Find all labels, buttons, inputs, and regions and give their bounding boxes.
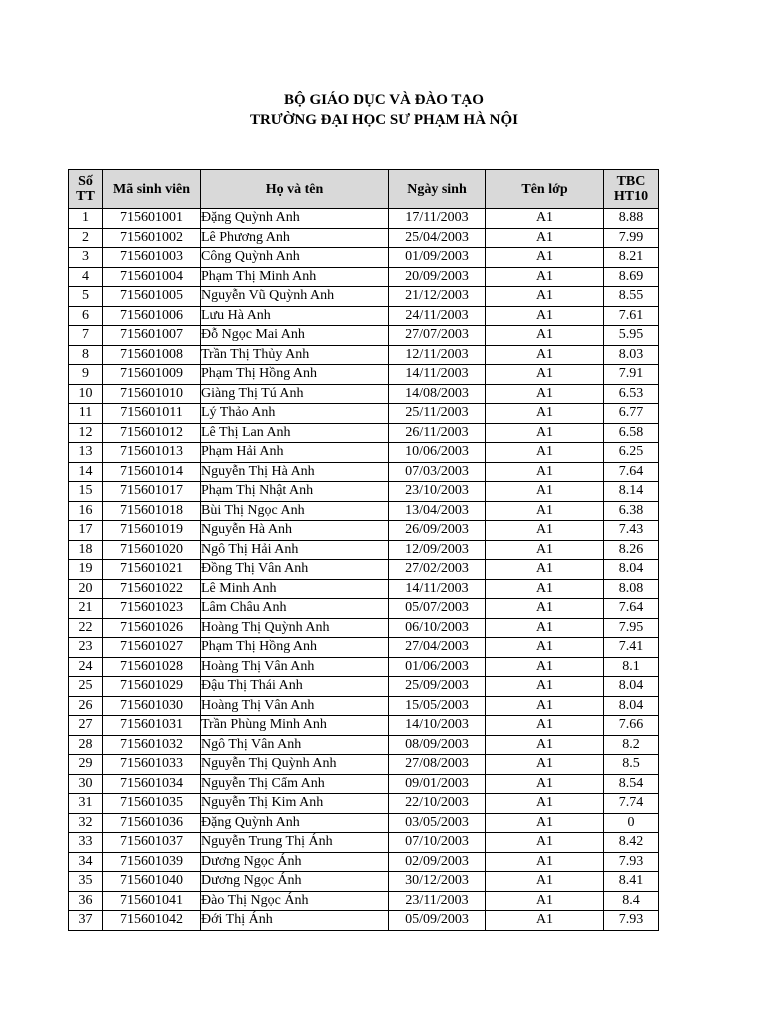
- cell-class: A1: [486, 677, 604, 697]
- table-row: [69, 267, 659, 287]
- cell-dob: 01/09/2003: [389, 248, 486, 268]
- table-row: [69, 326, 659, 346]
- cell-full-name: Phạm Thị Hồng Anh: [201, 638, 389, 658]
- cell-full-name: Hoàng Thị Vân Anh: [201, 696, 389, 716]
- cell-class: A1: [486, 365, 604, 385]
- table-row: [69, 755, 659, 775]
- table-row: [69, 872, 659, 892]
- cell-dob: 23/10/2003: [389, 482, 486, 502]
- cell-stt: 8: [69, 345, 103, 365]
- cell-score: 7.66: [604, 716, 659, 736]
- cell-dob: 07/10/2003: [389, 833, 486, 853]
- cell-class: A1: [486, 696, 604, 716]
- cell-full-name: Dương Ngọc Ánh: [201, 852, 389, 872]
- column-header-full-name: Họ và tên: [201, 170, 389, 209]
- table-row: [69, 365, 659, 385]
- cell-dob: 09/01/2003: [389, 774, 486, 794]
- cell-stt: 5: [69, 287, 103, 307]
- cell-full-name: Đặng Quỳnh Anh: [201, 813, 389, 833]
- document-heading: [0, 90, 768, 130]
- cell-dob: 20/09/2003: [389, 267, 486, 287]
- cell-stt: 31: [69, 794, 103, 814]
- cell-stt: 26: [69, 696, 103, 716]
- cell-dob: 27/04/2003: [389, 638, 486, 658]
- cell-dob: 08/09/2003: [389, 735, 486, 755]
- cell-full-name: Lê Thị Lan Anh: [201, 423, 389, 443]
- cell-dob: 14/08/2003: [389, 384, 486, 404]
- cell-student-id: 715601041: [103, 891, 201, 911]
- cell-score: 8.2: [604, 735, 659, 755]
- cell-full-name: Trần Phùng Minh Anh: [201, 716, 389, 736]
- university-title: TRƯỜNG ĐẠI HỌC SƯ PHẠM HÀ NỘI: [249, 112, 519, 128]
- cell-stt: 29: [69, 755, 103, 775]
- table-row: [69, 657, 659, 677]
- table-row: [69, 599, 659, 619]
- cell-student-id: 715601030: [103, 696, 201, 716]
- cell-student-id: 715601023: [103, 599, 201, 619]
- cell-score: 8.5: [604, 755, 659, 775]
- ministry-title: BỘ GIÁO DỤC VÀ ĐÀO TẠO: [284, 92, 484, 108]
- cell-student-id: 715601022: [103, 579, 201, 599]
- column-header-stt: Số TT: [69, 170, 103, 209]
- cell-stt: 17: [69, 521, 103, 541]
- cell-dob: 27/07/2003: [389, 326, 486, 346]
- cell-class: A1: [486, 228, 604, 248]
- table-row: [69, 228, 659, 248]
- cell-score: 7.93: [604, 911, 659, 931]
- cell-score: 8.41: [604, 872, 659, 892]
- cell-class: A1: [486, 657, 604, 677]
- cell-class: A1: [486, 774, 604, 794]
- table-row: [69, 911, 659, 931]
- cell-score: 7.61: [604, 306, 659, 326]
- cell-student-id: 715601004: [103, 267, 201, 287]
- cell-class: A1: [486, 599, 604, 619]
- table-row: [69, 891, 659, 911]
- cell-dob: 25/09/2003: [389, 677, 486, 697]
- cell-student-id: 715601028: [103, 657, 201, 677]
- cell-stt: 20: [69, 579, 103, 599]
- table-row: [69, 443, 659, 463]
- cell-student-id: 715601018: [103, 501, 201, 521]
- cell-full-name: Dương Ngọc Ánh: [201, 872, 389, 892]
- cell-student-id: 715601003: [103, 248, 201, 268]
- cell-score: 8.42: [604, 833, 659, 853]
- cell-score: 8.04: [604, 696, 659, 716]
- cell-class: A1: [486, 287, 604, 307]
- cell-full-name: Phạm Hải Anh: [201, 443, 389, 463]
- cell-score: 7.74: [604, 794, 659, 814]
- cell-class: A1: [486, 872, 604, 892]
- cell-score: 6.53: [604, 384, 659, 404]
- cell-full-name: Đồng Thị Vân Anh: [201, 560, 389, 580]
- cell-score: 7.93: [604, 852, 659, 872]
- cell-class: A1: [486, 267, 604, 287]
- cell-stt: 13: [69, 443, 103, 463]
- cell-score: 7.41: [604, 638, 659, 658]
- cell-stt: 10: [69, 384, 103, 404]
- cell-class: A1: [486, 482, 604, 502]
- cell-dob: 05/09/2003: [389, 911, 486, 931]
- cell-dob: 12/11/2003: [389, 345, 486, 365]
- cell-class: A1: [486, 794, 604, 814]
- cell-student-id: 715601032: [103, 735, 201, 755]
- table-row: [69, 618, 659, 638]
- cell-class: A1: [486, 384, 604, 404]
- student-roster-table: [68, 169, 659, 931]
- cell-student-id: 715601013: [103, 443, 201, 463]
- cell-dob: 12/09/2003: [389, 540, 486, 560]
- cell-full-name: Đặng Quỳnh Anh: [201, 209, 389, 229]
- cell-stt: 30: [69, 774, 103, 794]
- cell-student-id: 715601033: [103, 755, 201, 775]
- table-row: [69, 813, 659, 833]
- table-row: [69, 852, 659, 872]
- cell-class: A1: [486, 209, 604, 229]
- table-row: [69, 560, 659, 580]
- cell-full-name: Lâm Châu Anh: [201, 599, 389, 619]
- table-row: [69, 579, 659, 599]
- cell-student-id: 715601021: [103, 560, 201, 580]
- table-row: [69, 482, 659, 502]
- cell-stt: 37: [69, 911, 103, 931]
- table-header: [69, 170, 659, 209]
- cell-full-name: Lê Phương Anh: [201, 228, 389, 248]
- cell-stt: 6: [69, 306, 103, 326]
- cell-score: 7.95: [604, 618, 659, 638]
- table-row: [69, 794, 659, 814]
- cell-stt: 34: [69, 852, 103, 872]
- cell-dob: 21/12/2003: [389, 287, 486, 307]
- cell-student-id: 715601040: [103, 872, 201, 892]
- cell-student-id: 715601035: [103, 794, 201, 814]
- cell-full-name: Nguyễn Thị Cẩm Anh: [201, 774, 389, 794]
- cell-score: 7.43: [604, 521, 659, 541]
- cell-class: A1: [486, 423, 604, 443]
- cell-stt: 15: [69, 482, 103, 502]
- cell-dob: 17/11/2003: [389, 209, 486, 229]
- cell-dob: 27/08/2003: [389, 755, 486, 775]
- cell-class: A1: [486, 638, 604, 658]
- cell-score: 7.99: [604, 228, 659, 248]
- cell-score: 8.1: [604, 657, 659, 677]
- table-row: [69, 423, 659, 443]
- cell-dob: 13/04/2003: [389, 501, 486, 521]
- table-row: [69, 501, 659, 521]
- cell-dob: 01/06/2003: [389, 657, 486, 677]
- cell-score: 8.4: [604, 891, 659, 911]
- cell-stt: 9: [69, 365, 103, 385]
- cell-student-id: 715601009: [103, 365, 201, 385]
- cell-student-id: 715601011: [103, 404, 201, 424]
- cell-full-name: Nguyễn Thị Hà Anh: [201, 462, 389, 482]
- cell-class: A1: [486, 755, 604, 775]
- cell-full-name: Công Quỳnh Anh: [201, 248, 389, 268]
- cell-full-name: Ngô Thị Vân Anh: [201, 735, 389, 755]
- cell-score: 8.88: [604, 209, 659, 229]
- cell-score: 7.64: [604, 599, 659, 619]
- cell-score: 8.04: [604, 677, 659, 697]
- cell-stt: 11: [69, 404, 103, 424]
- cell-student-id: 715601026: [103, 618, 201, 638]
- cell-student-id: 715601014: [103, 462, 201, 482]
- cell-stt: 35: [69, 872, 103, 892]
- cell-student-id: 715601042: [103, 911, 201, 931]
- cell-student-id: 715601039: [103, 852, 201, 872]
- cell-full-name: Trần Thị Thủy Anh: [201, 345, 389, 365]
- cell-student-id: 715601020: [103, 540, 201, 560]
- cell-full-name: Phạm Thị Hồng Anh: [201, 365, 389, 385]
- cell-student-id: 715601006: [103, 306, 201, 326]
- cell-class: A1: [486, 501, 604, 521]
- cell-full-name: Giàng Thị Tú Anh: [201, 384, 389, 404]
- table-row: [69, 384, 659, 404]
- cell-dob: 27/02/2003: [389, 560, 486, 580]
- cell-student-id: 715601008: [103, 345, 201, 365]
- column-header-student-id: Mã sinh viên: [103, 170, 201, 209]
- cell-score: 8.03: [604, 345, 659, 365]
- cell-class: A1: [486, 891, 604, 911]
- cell-stt: 27: [69, 716, 103, 736]
- cell-class: A1: [486, 404, 604, 424]
- cell-student-id: 715601034: [103, 774, 201, 794]
- cell-class: A1: [486, 833, 604, 853]
- cell-stt: 3: [69, 248, 103, 268]
- cell-full-name: Ngô Thị Hải Anh: [201, 540, 389, 560]
- table-row: [69, 677, 659, 697]
- cell-stt: 4: [69, 267, 103, 287]
- cell-class: A1: [486, 443, 604, 463]
- cell-student-id: 715601012: [103, 423, 201, 443]
- cell-stt: 18: [69, 540, 103, 560]
- cell-full-name: Đỗ Ngọc Mai Anh: [201, 326, 389, 346]
- cell-score: 8.55: [604, 287, 659, 307]
- cell-full-name: Phạm Thị Nhật Anh: [201, 482, 389, 502]
- cell-class: A1: [486, 326, 604, 346]
- column-header-class: Tên lớp: [486, 170, 604, 209]
- cell-score: 8.54: [604, 774, 659, 794]
- cell-class: A1: [486, 306, 604, 326]
- cell-full-name: Đào Thị Ngọc Ánh: [201, 891, 389, 911]
- cell-student-id: 715601029: [103, 677, 201, 697]
- cell-full-name: Nguyễn Thị Kim Anh: [201, 794, 389, 814]
- cell-class: A1: [486, 560, 604, 580]
- cell-full-name: Đậu Thị Thái Anh: [201, 677, 389, 697]
- table-row: [69, 696, 659, 716]
- cell-score: 8.26: [604, 540, 659, 560]
- table-row: [69, 345, 659, 365]
- cell-dob: 25/11/2003: [389, 404, 486, 424]
- cell-dob: 07/03/2003: [389, 462, 486, 482]
- table-row: [69, 735, 659, 755]
- cell-full-name: Đới Thị Ánh: [201, 911, 389, 931]
- cell-dob: 15/05/2003: [389, 696, 486, 716]
- cell-class: A1: [486, 813, 604, 833]
- cell-student-id: 715601036: [103, 813, 201, 833]
- cell-student-id: 715601037: [103, 833, 201, 853]
- table-body: [69, 209, 659, 931]
- cell-student-id: 715601002: [103, 228, 201, 248]
- cell-score: 5.95: [604, 326, 659, 346]
- cell-stt: 19: [69, 560, 103, 580]
- cell-full-name: Hoàng Thị Vân Anh: [201, 657, 389, 677]
- cell-stt: 7: [69, 326, 103, 346]
- cell-stt: 32: [69, 813, 103, 833]
- cell-full-name: Lưu Hà Anh: [201, 306, 389, 326]
- cell-full-name: Nguyễn Trung Thị Ánh: [201, 833, 389, 853]
- cell-stt: 2: [69, 228, 103, 248]
- cell-stt: 22: [69, 618, 103, 638]
- header-row: [69, 170, 659, 209]
- cell-student-id: 715601017: [103, 482, 201, 502]
- cell-dob: 23/11/2003: [389, 891, 486, 911]
- cell-stt: 12: [69, 423, 103, 443]
- table-row: [69, 306, 659, 326]
- cell-stt: 23: [69, 638, 103, 658]
- table-row: [69, 462, 659, 482]
- cell-score: 6.58: [604, 423, 659, 443]
- cell-class: A1: [486, 345, 604, 365]
- cell-full-name: Phạm Thị Minh Anh: [201, 267, 389, 287]
- cell-dob: 14/11/2003: [389, 579, 486, 599]
- cell-full-name: Lý Thảo Anh: [201, 404, 389, 424]
- cell-score: 8.21: [604, 248, 659, 268]
- cell-dob: 22/10/2003: [389, 794, 486, 814]
- cell-class: A1: [486, 735, 604, 755]
- cell-stt: 25: [69, 677, 103, 697]
- cell-dob: 05/07/2003: [389, 599, 486, 619]
- cell-class: A1: [486, 248, 604, 268]
- cell-score: 7.64: [604, 462, 659, 482]
- cell-dob: 03/05/2003: [389, 813, 486, 833]
- table-row: [69, 209, 659, 229]
- cell-class: A1: [486, 852, 604, 872]
- table-row: [69, 521, 659, 541]
- cell-student-id: 715601001: [103, 209, 201, 229]
- table-row: [69, 774, 659, 794]
- table-row: [69, 716, 659, 736]
- table-row: [69, 833, 659, 853]
- column-header-dob: Ngày sinh: [389, 170, 486, 209]
- cell-stt: 16: [69, 501, 103, 521]
- cell-dob: 10/06/2003: [389, 443, 486, 463]
- cell-class: A1: [486, 579, 604, 599]
- cell-full-name: Nguyễn Hà Anh: [201, 521, 389, 541]
- cell-score: 7.91: [604, 365, 659, 385]
- table-row: [69, 404, 659, 424]
- cell-score: 8.08: [604, 579, 659, 599]
- cell-student-id: 715601019: [103, 521, 201, 541]
- table-row: [69, 287, 659, 307]
- cell-dob: 14/11/2003: [389, 365, 486, 385]
- column-header-score: TBC HT10: [604, 170, 659, 209]
- cell-score: 6.25: [604, 443, 659, 463]
- cell-score: 8.69: [604, 267, 659, 287]
- cell-stt: 24: [69, 657, 103, 677]
- table-row: [69, 638, 659, 658]
- cell-full-name: Nguyễn Thị Quỳnh Anh: [201, 755, 389, 775]
- cell-full-name: Nguyễn Vũ Quỳnh Anh: [201, 287, 389, 307]
- cell-score: 8.04: [604, 560, 659, 580]
- cell-student-id: 715601007: [103, 326, 201, 346]
- cell-score: 0: [604, 813, 659, 833]
- cell-full-name: Lê Minh Anh: [201, 579, 389, 599]
- cell-full-name: Hoàng Thị Quỳnh Anh: [201, 618, 389, 638]
- cell-student-id: 715601005: [103, 287, 201, 307]
- cell-score: 6.38: [604, 501, 659, 521]
- cell-class: A1: [486, 540, 604, 560]
- cell-score: 8.14: [604, 482, 659, 502]
- cell-student-id: 715601010: [103, 384, 201, 404]
- cell-stt: 21: [69, 599, 103, 619]
- cell-score: 6.77: [604, 404, 659, 424]
- cell-stt: 14: [69, 462, 103, 482]
- cell-dob: 30/12/2003: [389, 872, 486, 892]
- cell-stt: 36: [69, 891, 103, 911]
- cell-dob: 24/11/2003: [389, 306, 486, 326]
- cell-dob: 26/11/2003: [389, 423, 486, 443]
- cell-dob: 25/04/2003: [389, 228, 486, 248]
- cell-class: A1: [486, 618, 604, 638]
- cell-full-name: Bùi Thị Ngọc Anh: [201, 501, 389, 521]
- cell-stt: 28: [69, 735, 103, 755]
- cell-student-id: 715601027: [103, 638, 201, 658]
- table-row: [69, 248, 659, 268]
- cell-dob: 06/10/2003: [389, 618, 486, 638]
- cell-dob: 14/10/2003: [389, 716, 486, 736]
- cell-class: A1: [486, 521, 604, 541]
- cell-dob: 26/09/2003: [389, 521, 486, 541]
- cell-dob: 02/09/2003: [389, 852, 486, 872]
- cell-class: A1: [486, 911, 604, 931]
- cell-stt: 33: [69, 833, 103, 853]
- cell-stt: 1: [69, 209, 103, 229]
- cell-student-id: 715601031: [103, 716, 201, 736]
- table-row: [69, 540, 659, 560]
- cell-class: A1: [486, 462, 604, 482]
- cell-class: A1: [486, 716, 604, 736]
